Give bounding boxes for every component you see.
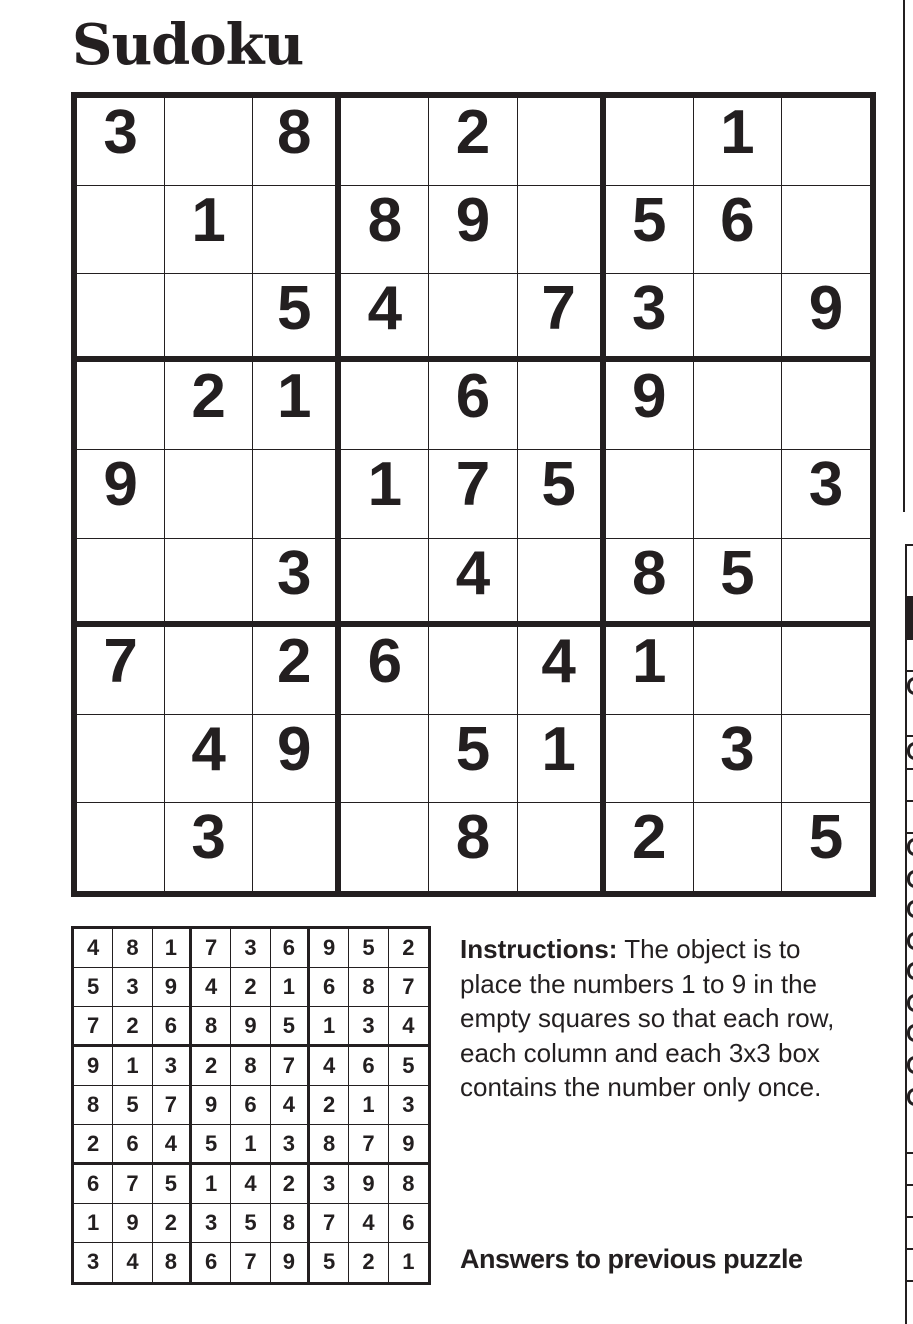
puzzle-cell-digit: 5 (808, 802, 844, 872)
puzzle-cell-r4-c2 (165, 362, 253, 450)
answer-cell-r8-c1: 1 (74, 1204, 113, 1243)
puzzle-cell-digit: 4 (191, 714, 226, 784)
answers-label: Answers to previous puzzle (460, 1244, 803, 1274)
puzzle-cell-digit: 9 (103, 450, 138, 520)
puzzle-cell-digit: 3 (631, 274, 667, 344)
puzzle-cell-r2-c3 (253, 186, 341, 274)
puzzle-cell-digit: 9 (631, 362, 667, 432)
puzzle-cell-r8-c7 (606, 715, 694, 803)
answer-cell-r4-c8: 6 (349, 1047, 388, 1086)
page-edge-line (907, 1248, 913, 1250)
answer-cell-r8-c8: 4 (349, 1204, 388, 1243)
puzzle-cell-digit: 1 (277, 362, 312, 432)
puzzle-cell-r7-c5 (429, 627, 517, 715)
answer-cell-r9-c8: 2 (349, 1243, 388, 1282)
puzzle-cell-r2-c4 (341, 186, 429, 274)
puzzle-cell-r1-c7 (606, 98, 694, 186)
puzzle-cell-r2-c9 (782, 186, 870, 274)
answer-cell-r2-c2: 3 (113, 968, 152, 1007)
puzzle-cell-r8-c2 (165, 715, 253, 803)
puzzle-cell-r4-c5 (429, 362, 517, 450)
answer-cell-r3-c2: 2 (113, 1007, 152, 1047)
puzzle-cell-r9-c1 (77, 803, 165, 891)
answer-cell-r1-c9: 2 (389, 929, 428, 968)
puzzle-cell-r6-c7 (606, 539, 694, 627)
answer-cell-r9-c7: 5 (310, 1243, 349, 1282)
answer-cell-r6-c2: 6 (113, 1125, 152, 1165)
puzzle-cell-digit: 2 (631, 802, 667, 872)
puzzle-cell-r6-c3 (253, 539, 341, 627)
puzzle-cell-digit: 9 (808, 274, 844, 344)
puzzle-cell-r3-c3 (253, 274, 341, 362)
answer-cell-r8-c9: 6 (389, 1204, 428, 1243)
puzzle-cell-r7-c1 (77, 627, 165, 715)
answer-cell-r1-c8: 5 (349, 929, 388, 968)
puzzle-cell-digit: 5 (541, 450, 576, 520)
page-edge-line (907, 1216, 913, 1218)
answer-cell-r4-c1: 9 (74, 1047, 113, 1086)
puzzle-cell-r3-c1 (77, 274, 165, 362)
puzzle-cell-r6-c4 (341, 539, 429, 627)
answer-cell-r3-c1: 7 (74, 1007, 113, 1047)
answer-cell-r9-c2: 4 (113, 1243, 152, 1282)
answer-cell-r4-c6: 7 (271, 1047, 310, 1086)
page-title: Sudoku (72, 12, 304, 78)
puzzle-cell-r3-c2 (165, 274, 253, 362)
answer-cell-r5-c1: 8 (74, 1086, 113, 1125)
puzzle-cell-digit: 3 (103, 98, 138, 167)
puzzle-cell-r4-c6 (518, 362, 606, 450)
puzzle-cell-digit: 3 (277, 538, 312, 608)
puzzle-cell-r3-c9 (782, 274, 870, 362)
page-edge-line (907, 1152, 913, 1154)
puzzle-cell-r9-c9 (782, 803, 870, 891)
answer-cell-r7-c6: 2 (271, 1165, 310, 1204)
page-edge-line (907, 800, 913, 802)
puzzle-cell-digit: 4 (541, 626, 576, 696)
puzzle-cell-digit: 1 (191, 186, 226, 256)
instructions-body: The object is to place the numbers 1 to 9 in the empty squares so that each row, each column and each 3x3 box contains the number only once. (460, 934, 835, 1103)
answer-cell-r7-c8: 9 (349, 1165, 388, 1204)
puzzle-cell-r1-c3 (253, 98, 341, 186)
puzzle-cell-r5-c9 (782, 450, 870, 538)
answer-cell-r6-c6: 3 (271, 1125, 310, 1165)
puzzle-cell-r3-c5 (429, 274, 517, 362)
puzzle-cell-r4-c8 (694, 362, 782, 450)
puzzle-cell-r7-c3 (253, 627, 341, 715)
answer-cell-r4-c4: 2 (192, 1047, 231, 1086)
puzzle-cell-r1-c4 (341, 98, 429, 186)
answer-cell-r3-c6: 5 (271, 1007, 310, 1047)
answer-cell-r3-c9: 4 (389, 1007, 428, 1047)
puzzle-cell-digit: 3 (808, 450, 844, 520)
puzzle-cell-r2-c1 (77, 186, 165, 274)
puzzle-cell-r3-c4 (341, 274, 429, 362)
puzzle-cell-r5-c4 (341, 450, 429, 538)
puzzle-cell-digit: 8 (277, 98, 312, 167)
puzzle-cell-r6-c8 (694, 539, 782, 627)
puzzle-cell-r2-c6 (518, 186, 606, 274)
page-edge-line (907, 670, 913, 672)
puzzle-cell-r8-c8 (694, 715, 782, 803)
answer-cell-r4-c7: 4 (310, 1047, 349, 1086)
answer-cell-r5-c9: 3 (389, 1086, 428, 1125)
puzzle-cell-r3-c7 (606, 274, 694, 362)
puzzle-cell-r2-c5 (429, 186, 517, 274)
puzzle-cell-r9-c2 (165, 803, 253, 891)
puzzle-cell-digit: 6 (720, 186, 755, 256)
answer-cell-r1-c1: 4 (74, 929, 113, 968)
page-edge-line (907, 832, 913, 834)
puzzle-cell-r5-c2 (165, 450, 253, 538)
answer-cell-r3-c3: 6 (153, 1007, 192, 1047)
answer-cell-r3-c8: 3 (349, 1007, 388, 1047)
previous-answers-grid (71, 926, 431, 1285)
puzzle-cell-r7-c6 (518, 627, 606, 715)
puzzle-cell-digit: 1 (631, 626, 667, 696)
answer-cell-r8-c4: 3 (192, 1204, 231, 1243)
puzzle-cell-digit: 5 (277, 274, 312, 344)
puzzle-cell-r8-c5 (429, 715, 517, 803)
answer-cell-r1-c3: 1 (153, 929, 192, 968)
puzzle-cell-digit: 6 (367, 626, 403, 696)
puzzle-cell-digit: 2 (455, 98, 491, 167)
puzzle-cell-r9-c7 (606, 803, 694, 891)
puzzle-cell-r4-c1 (77, 362, 165, 450)
puzzle-cell-r8-c9 (782, 715, 870, 803)
puzzle-cell-digit: 5 (631, 186, 667, 256)
answer-cell-r7-c2: 7 (113, 1165, 152, 1204)
answer-cell-r1-c2: 8 (113, 929, 152, 968)
puzzle-cell-digit: 7 (103, 626, 138, 696)
answer-cell-r5-c2: 5 (113, 1086, 152, 1125)
puzzle-cell-r6-c5 (429, 539, 517, 627)
puzzle-cell-r6-c1 (77, 539, 165, 627)
puzzle-cell-r8-c6 (518, 715, 606, 803)
puzzle-cell-r5-c5 (429, 450, 517, 538)
answer-cell-r4-c5: 8 (231, 1047, 270, 1086)
answer-cell-r1-c5: 3 (231, 929, 270, 968)
answer-cell-r7-c9: 8 (389, 1165, 428, 1204)
answer-cell-r9-c5: 7 (231, 1243, 270, 1282)
answer-cell-r6-c3: 4 (153, 1125, 192, 1165)
puzzle-cell-r5-c8 (694, 450, 782, 538)
puzzle-cell-digit: 2 (277, 626, 312, 696)
puzzle-cell-digit: 3 (720, 714, 755, 784)
answer-cell-r5-c4: 9 (192, 1086, 231, 1125)
answer-cell-r6-c4: 5 (192, 1125, 231, 1165)
answer-cell-r9-c9: 1 (402, 1249, 415, 1274)
puzzle-cell-r3-c6 (518, 274, 606, 362)
puzzle-cell-r1-c1 (77, 98, 165, 186)
page-edge-line (907, 1280, 913, 1282)
sudoku-puzzle-grid (71, 92, 876, 897)
puzzle-cell-digit: 2 (191, 362, 226, 432)
puzzle-cell-r1-c9 (782, 98, 870, 186)
page-edge-bar (905, 596, 913, 640)
answer-cell-r3-c4: 8 (192, 1007, 231, 1047)
puzzle-cell-r1-c8 (694, 98, 782, 186)
answer-cell-r1-c7: 9 (310, 929, 349, 968)
puzzle-cell-digit: 1 (541, 714, 576, 784)
answer-cell-r8-c3: 2 (153, 1204, 192, 1243)
answer-cell-r8-c2: 9 (113, 1204, 152, 1243)
page-edge-line (907, 768, 913, 770)
answer-cell-r7-c4: 1 (192, 1165, 231, 1204)
puzzle-cell-r3-c8 (694, 274, 782, 362)
answer-cell-r6-c9: 9 (389, 1125, 428, 1165)
puzzle-cell-digit: 8 (367, 186, 403, 256)
answer-cell-r2-c7: 6 (310, 968, 349, 1007)
puzzle-cell-r7-c2 (165, 627, 253, 715)
puzzle-cell-r9-c4 (341, 803, 429, 891)
puzzle-cell-r2-c8 (694, 186, 782, 274)
puzzle-cell-digit: 4 (367, 274, 403, 344)
puzzle-cell-r4-c9 (782, 362, 870, 450)
answer-cell-r7-c3: 5 (153, 1165, 192, 1204)
answer-cell-r5-c7: 2 (310, 1086, 349, 1125)
answer-cell-r9-c6: 9 (271, 1243, 310, 1282)
answer-cell-r2-c1: 5 (74, 968, 113, 1007)
answer-cell-r2-c6: 1 (271, 968, 310, 1007)
answer-cell-r5-c6: 4 (271, 1086, 310, 1125)
puzzle-cell-r6-c6 (518, 539, 606, 627)
puzzle-cell-digit: 3 (191, 802, 226, 872)
puzzle-cell-digit: 9 (277, 714, 312, 784)
puzzle-cell-r4-c7 (606, 362, 694, 450)
puzzle-cell-r5-c6 (518, 450, 606, 538)
puzzle-cell-r1-c6 (518, 98, 606, 186)
puzzle-cell-r7-c9 (782, 627, 870, 715)
puzzle-cell-r5-c1 (77, 450, 165, 538)
answer-cell-r2-c8: 8 (349, 968, 388, 1007)
answer-cell-r8-c5: 5 (231, 1204, 270, 1243)
puzzle-cell-r8-c1 (77, 715, 165, 803)
answer-cell-r1-c6: 6 (271, 929, 310, 968)
answer-cell-r3-c7: 1 (310, 1007, 349, 1047)
page-edge-rule (903, 0, 905, 512)
instructions-text (460, 932, 850, 1105)
answer-cell-r4-c9: 5 (389, 1047, 428, 1086)
answer-cell-r4-c2: 1 (113, 1047, 152, 1086)
answer-cell-r1-c4: 7 (192, 929, 231, 968)
puzzle-cell-r2-c7 (606, 186, 694, 274)
puzzle-cell-digit: 5 (720, 538, 755, 608)
puzzle-cell-r6-c9 (782, 539, 870, 627)
puzzle-cell-r8-c3 (253, 715, 341, 803)
puzzle-cell-digit: 7 (455, 450, 491, 520)
answer-cell-r6-c5: 1 (231, 1125, 270, 1165)
puzzle-cell-r8-c4 (341, 715, 429, 803)
puzzle-cell-digit: 5 (455, 714, 491, 784)
instructions-heading: Instructions: (460, 934, 618, 964)
answer-cell-r6-c1: 2 (74, 1125, 113, 1165)
answer-cell-r8-c7: 7 (310, 1204, 349, 1243)
puzzle-cell-digit: 7 (541, 274, 576, 344)
answer-cell-r2-c5: 2 (231, 968, 270, 1007)
puzzle-cell-digit: 8 (455, 802, 491, 872)
puzzle-cell-r1-c2 (165, 98, 253, 186)
answer-cell-r5-c8: 1 (349, 1086, 388, 1125)
puzzle-cell-r5-c7 (606, 450, 694, 538)
answer-cell-r7-c5: 4 (231, 1165, 270, 1204)
answer-cell-r7-c7: 3 (310, 1165, 349, 1204)
answer-cell-r3-c5: 9 (231, 1007, 270, 1047)
answer-cell-r2-c4: 4 (192, 968, 231, 1007)
answer-cell-r2-c9: 7 (389, 968, 428, 1007)
puzzle-cell-r9-c3 (253, 803, 341, 891)
answer-cell-r2-c3: 9 (153, 968, 192, 1007)
puzzle-cell-r7-c7 (606, 627, 694, 715)
answer-cell-r9-c1: 3 (74, 1243, 113, 1282)
answer-cell-r9-c3: 8 (153, 1243, 192, 1282)
puzzle-cell-digit: 4 (455, 538, 491, 608)
puzzle-cell-r7-c8 (694, 627, 782, 715)
puzzle-cell-r7-c4 (341, 627, 429, 715)
answer-cell-r6-c7: 8 (310, 1125, 349, 1165)
puzzle-cell-r9-c5 (429, 803, 517, 891)
puzzle-cell-r1-c5 (429, 98, 517, 186)
puzzle-cell-r6-c2 (165, 539, 253, 627)
puzzle-cell-r5-c3 (253, 450, 341, 538)
page-edge-line (907, 1184, 913, 1186)
answer-cell-r5-c3: 7 (153, 1086, 192, 1125)
puzzle-cell-r4-c4 (341, 362, 429, 450)
answer-cell-r7-c1: 6 (74, 1165, 113, 1204)
puzzle-cell-r9-c8 (694, 803, 782, 891)
puzzle-cell-digit: 6 (455, 362, 491, 432)
answer-cell-r8-c6: 8 (271, 1204, 310, 1243)
puzzle-cell-r4-c3 (253, 362, 341, 450)
answer-cell-r4-c3: 3 (153, 1047, 192, 1086)
puzzle-cell-digit: 9 (455, 186, 491, 256)
puzzle-cell-r2-c2 (165, 186, 253, 274)
puzzle-cell-digit: 1 (367, 450, 403, 520)
answer-cell-r6-c8: 7 (349, 1125, 388, 1165)
page-edge-line (907, 735, 913, 737)
puzzle-cell-digit: 1 (720, 98, 755, 167)
puzzle-cell-r9-c6 (518, 803, 606, 891)
answer-cell-r5-c5: 6 (231, 1086, 270, 1125)
answer-cell-r9-c4: 6 (192, 1243, 231, 1282)
puzzle-cell-digit: 8 (631, 538, 667, 608)
